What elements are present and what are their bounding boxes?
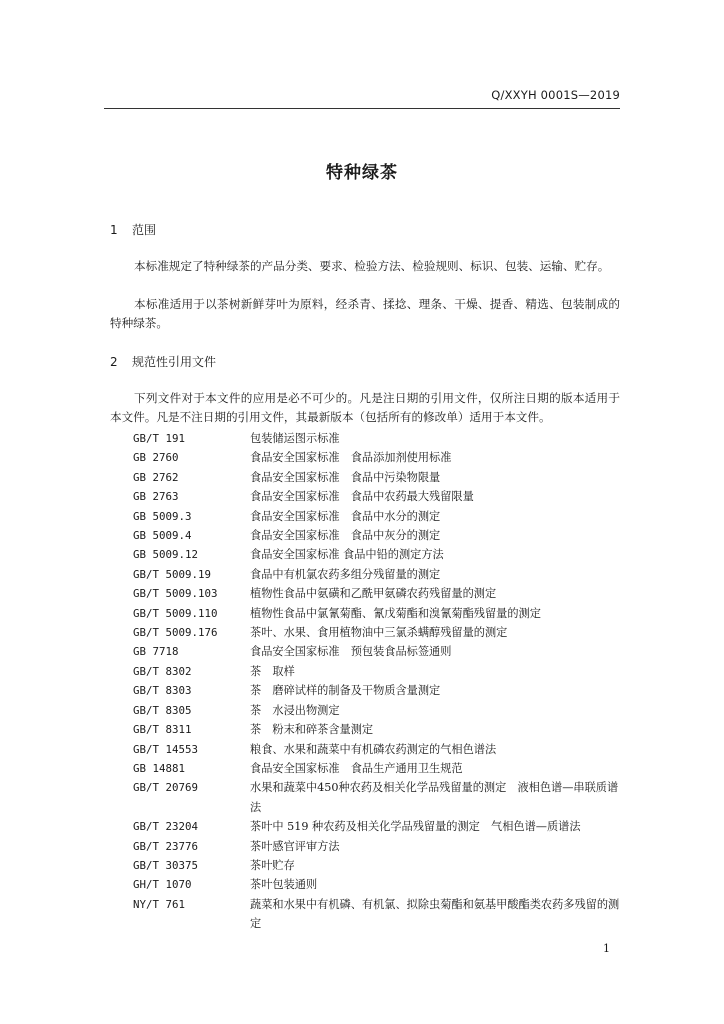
reference-code: GB/T 20769 <box>133 781 199 795</box>
reference-name: 植物性食品中氨磺和乙酰甲氨磷农药残留量的测定 <box>250 587 497 601</box>
section-heading-scope <box>110 221 156 238</box>
reference-name: 食品安全国家标准 食品生产通用卫生规范 <box>250 761 463 775</box>
reference-name: 茶 粉末和碎茶含量测定 <box>250 723 374 737</box>
reference-code: GB/T 191 <box>133 432 186 445</box>
reference-name: 茶叶贮存 <box>250 858 295 872</box>
reference-item <box>133 448 623 467</box>
references-intro-paragraph: 下列文件对于本文件的应用是必不可少的。凡是注日期的引用文件，仅所注日期的版本适用于本文件。凡是不注日期的引用文件，其最新版本（包括所有的修改单）适用于本文件。 <box>110 391 620 425</box>
reference-name: 食品安全国家标准 食品中铅的测定方法 <box>250 548 444 562</box>
reference-name: 蔬菜和水果中有机磷、有机氯、拟除虫菊酯和氨基甲酸酯类农药多残留的测定 <box>250 897 620 931</box>
reference-item <box>133 895 623 934</box>
reference-item <box>133 701 623 720</box>
reference-item <box>133 623 623 642</box>
reference-name: 食品安全国家标准 食品添加剂使用标准 <box>250 451 452 465</box>
reference-name: 食品安全国家标准 预包装食品标签通则 <box>250 645 452 659</box>
reference-code: GB 2763 <box>133 490 179 504</box>
section-number: 2 <box>110 355 118 369</box>
reference-item <box>133 720 623 739</box>
document-title: 特种绿茶 <box>326 163 398 183</box>
reference-item <box>133 584 623 603</box>
reference-name: 包装储运图示标准 <box>250 432 340 445</box>
reference-code: GB 2762 <box>133 470 179 484</box>
reference-item <box>133 856 623 875</box>
reference-name: 植物性食品中氯氰菊酯、氰戊菊酯和溴氰菊酯残留量的测定 <box>250 606 541 620</box>
reference-code: GB/T 5009.110 <box>133 606 218 620</box>
reference-item <box>133 817 623 836</box>
section-title: 范围 <box>132 223 157 237</box>
page-number: 1 <box>603 942 610 955</box>
reference-name: 茶叶包装通则 <box>250 878 318 892</box>
reference-code: GB/T 8311 <box>133 723 192 737</box>
reference-item <box>133 468 623 487</box>
reference-item <box>133 526 623 545</box>
reference-item <box>133 604 623 623</box>
reference-name: 茶叶感官评审方法 <box>250 839 340 853</box>
reference-item <box>133 759 623 778</box>
reference-item <box>133 507 623 526</box>
reference-code: GB/T 5009.176 <box>133 626 218 640</box>
reference-name: 茶 磨碎试样的制备及干物质含量测定 <box>250 684 441 698</box>
reference-item <box>133 487 623 506</box>
reference-name: 食品安全国家标准 食品中灰分的测定 <box>250 529 441 543</box>
section-title: 规范性引用文件 <box>132 355 217 369</box>
reference-code: GB/T 8305 <box>133 703 192 717</box>
reference-item <box>133 565 623 584</box>
reference-list <box>133 429 623 934</box>
reference-name: 食品中有机氯农药多组分残留量的测定 <box>250 567 441 581</box>
reference-code: NY/T 761 <box>133 897 186 911</box>
reference-item <box>133 740 623 759</box>
reference-code: GB/T 8302 <box>133 664 192 678</box>
reference-name: 粮食、水果和蔬菜中有机磷农药测定的气相色谱法 <box>250 742 497 756</box>
section-number: 1 <box>110 223 118 237</box>
reference-item <box>133 429 623 448</box>
reference-code: GB/T 8303 <box>133 684 192 698</box>
document-code: Q/XXYH 0001S—2019 <box>491 88 620 102</box>
reference-item <box>133 681 623 700</box>
scope-paragraph: 本标准规定了特种绿茶的产品分类、要求、检验方法、检验规则、标识、包装、运输、贮存。 <box>134 259 610 273</box>
reference-item <box>133 545 623 564</box>
reference-name: 食品安全国家标准 食品中水分的测定 <box>250 509 441 523</box>
reference-item <box>133 642 623 661</box>
reference-code: GB 2760 <box>133 451 179 465</box>
reference-code: GB/T 30375 <box>133 858 199 872</box>
section-heading-references <box>110 353 216 370</box>
reference-code: GB/T 23776 <box>133 839 199 853</box>
reference-code: GB 14881 <box>133 761 186 775</box>
reference-item <box>133 662 623 681</box>
reference-item <box>133 875 623 894</box>
reference-code: GB 5009.4 <box>133 529 192 543</box>
reference-name: 食品安全国家标准 食品中污染物限量 <box>250 470 441 484</box>
reference-name: 茶叶中 519 种农药及相关化学品残留量的测定 气相色谱—质谱法 <box>250 820 581 834</box>
reference-code: GH/T 1070 <box>133 878 192 892</box>
reference-code: GB/T 5009.19 <box>133 567 212 581</box>
reference-code: GB 7718 <box>133 645 179 659</box>
reference-code: GB 5009.12 <box>133 548 199 562</box>
reference-name: 食品安全国家标准 食品中农药最大残留限量 <box>250 490 474 504</box>
reference-name: 茶叶、水果、食用植物油中三氯杀螨醇残留量的测定 <box>250 626 508 640</box>
reference-code: GB/T 14553 <box>133 742 199 756</box>
reference-code: GB/T 23204 <box>133 820 199 834</box>
reference-name: 茶 水浸出物测定 <box>250 703 340 717</box>
scope-paragraph: 本标准适用于以茶树新鲜芽叶为原料，经杀青、揉捻、理条、干燥、提香、精选、包装制成的特种绿茶。 <box>110 297 620 331</box>
reference-item <box>133 837 623 856</box>
reference-code: GB 5009.3 <box>133 509 192 523</box>
header-rule <box>104 108 620 109</box>
reference-code: GB/T 5009.103 <box>133 587 218 601</box>
reference-name: 茶 取样 <box>250 664 295 678</box>
reference-name: 水果和蔬菜中450种农药及相关化学品残留量的测定 液相色谱—串联质谱法 <box>250 781 619 814</box>
reference-item <box>133 778 623 817</box>
